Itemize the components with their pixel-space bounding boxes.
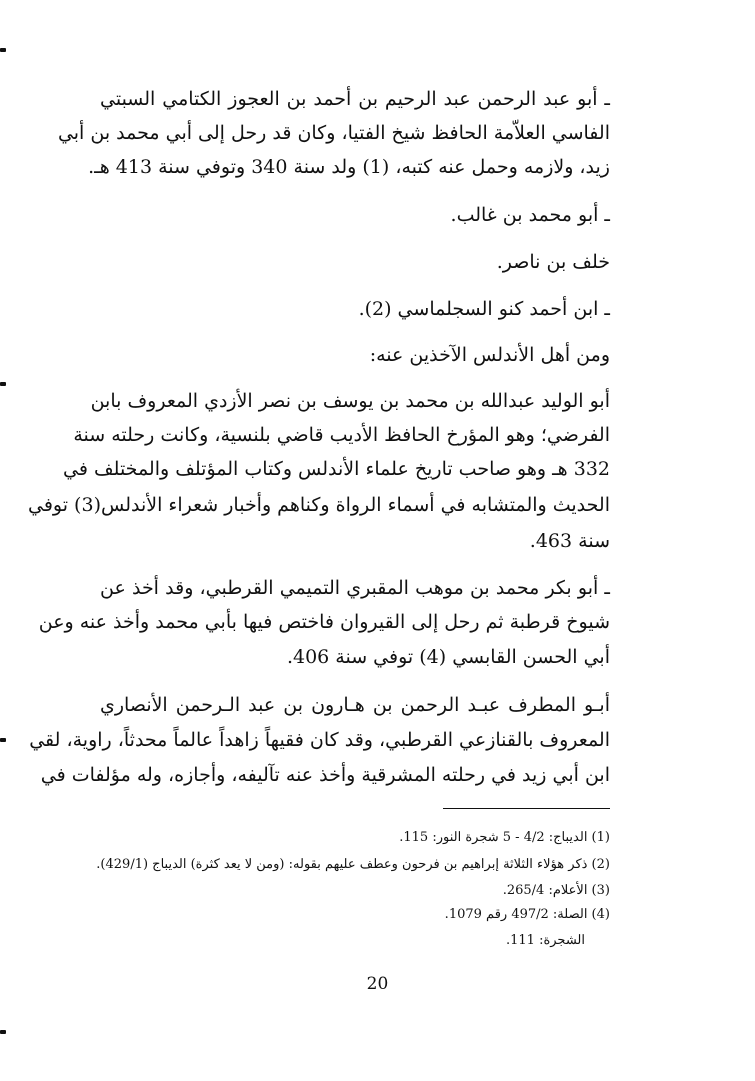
body-line: الفاسي العلاّمة الحافظ شيخ الفتيا، وكان قد رحل إلى أبي محمد بن أبي: [57, 122, 610, 144]
body-line: شيوخ قرطبة ثم رحل إلى القيروان فاختص فيها بأبي محمد وأخذ عنه وعن: [38, 611, 610, 633]
body-line: خلف بن ناصر.: [496, 251, 610, 273]
body-line: الفرضي؛ وهو المؤرخ الحافظ الأديب قاضي بلنسية، وكانت رحلته سنة: [73, 424, 610, 446]
body-line: ـ أبو محمد بن غالب.: [450, 204, 610, 226]
body-line: زيد، ولازمه وحمل عنه كتبه، (1) ولد سنة 340 وتوفي سنة 413 هـ.: [88, 156, 610, 178]
body-line: أبو الوليد عبدالله بن محمد بن يوسف بن نصر الأزدي المعروف بابن: [90, 390, 610, 412]
scan-edge-mark: [0, 382, 6, 386]
scan-edge-mark: [0, 738, 6, 742]
footnote-separator: [443, 808, 610, 809]
footnote: (4) الصلة: 497/2 رقم 1079.: [444, 907, 610, 922]
scan-edge-mark: [0, 48, 6, 52]
body-line: ابن أبي زيد في رحلته المشرقية وأخذ عنه تآليفه، وأجازه، وله مؤلفات في: [40, 764, 610, 786]
body-line: ـ ابن أحمد كنو السجلماسي (2).: [358, 298, 610, 320]
body-line: ـ أبو عبد الرحمن عبد الرحيم بن أحمد بن العجوز الكتامي السبتي: [100, 88, 610, 110]
body-line: ـ أبو بكر محمد بن موهب المقبري التميمي القرطبي، وقد أخذ عن: [100, 577, 610, 599]
body-line: سنة 463.: [529, 530, 610, 552]
scan-edge-mark: [0, 1030, 6, 1034]
body-line: ومن أهل الأندلس الآخذين عنه:: [369, 344, 610, 366]
footnote: (3) الأعلام: 265/4.: [502, 883, 610, 898]
body-line: أبي الحسن القابسي (4) توفي سنة 406.: [286, 646, 610, 668]
body-line: 332 هـ وهو صاحب تاريخ علماء الأندلس وكتاب المؤتلف والمختلف في: [63, 458, 610, 480]
footnote: (2) ذكر هؤلاء الثلاثة إبراهيم بن فرحون وعطف عليهم بقوله: (ومن لا يعد كثرة) الديباج (429/1).: [96, 857, 610, 872]
footnote: الشجرة: 111.: [505, 933, 585, 948]
footnote: (1) الديباج: 4/2 - 5 شجرة النور: 115.: [399, 830, 610, 845]
body-line: أبـو المطرف عبـد الرحمن بن هـارون بن عبد الـرحمن الأنصاري: [100, 694, 610, 716]
body-line: المعروف بالقنازعي القرطبي، وقد كان فقيهاً زاهداً عالماً محدثاً، راوية، لقي: [29, 729, 610, 751]
body-line: الحديث والمتشابه في أسماء الرواة وكناهم وأخبار شعراء الأندلس(3) توفي: [28, 494, 610, 516]
page-number: 20: [366, 974, 389, 994]
